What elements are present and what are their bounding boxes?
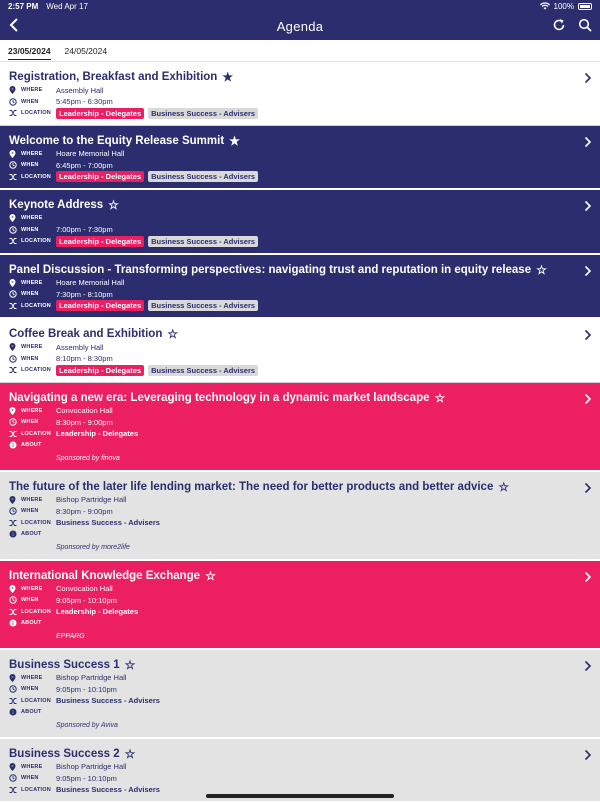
- session-card[interactable]: [0, 255, 600, 320]
- nav-bar: [0, 12, 600, 40]
- status-date: Wed Apr 17: [46, 2, 88, 11]
- session-when-row: [9, 289, 572, 300]
- session-when-row: [9, 684, 572, 695]
- session-location-row: [9, 517, 572, 528]
- session-when-row: [9, 595, 572, 606]
- search-icon[interactable]: [578, 18, 594, 34]
- field-label-when: WHEN: [21, 99, 56, 105]
- session-card[interactable]: [0, 62, 600, 126]
- field-label-location: LOCATION: [21, 367, 56, 373]
- location-pin-icon: [9, 150, 21, 158]
- session-when: 6:45pm - 7:00pm: [56, 161, 113, 170]
- session-card[interactable]: [0, 383, 600, 472]
- session-title-row: [9, 70, 572, 84]
- clock-icon: [9, 507, 21, 515]
- home-indicator: [206, 794, 394, 798]
- field-label-where: WHERE: [21, 215, 56, 221]
- field-label-location: LOCATION: [21, 787, 56, 793]
- location-pin-icon: [9, 279, 21, 287]
- field-label-when: WHEN: [21, 291, 56, 297]
- session-where-row: [9, 213, 572, 224]
- session-where-row: [9, 583, 572, 594]
- session-title-row: [9, 263, 572, 277]
- back-icon[interactable]: [8, 17, 24, 35]
- star-outline-icon[interactable]: ☆: [167, 328, 178, 340]
- session-about-row: [9, 440, 572, 451]
- session-when-row: [9, 353, 572, 364]
- session-where: Bishop Partridge Hall: [56, 673, 126, 682]
- star-outline-icon[interactable]: ☆: [498, 481, 509, 493]
- session-list: [0, 62, 600, 803]
- location-pin-icon: [9, 763, 21, 771]
- chevron-right-icon: [584, 329, 592, 341]
- session-title-row: [9, 747, 572, 761]
- session-about-text: EPPARG: [56, 633, 572, 640]
- location-pin-icon: [9, 585, 21, 593]
- shuffle-icon: [9, 173, 21, 181]
- field-label-location: LOCATION: [21, 431, 56, 437]
- session-card[interactable]: [0, 650, 600, 739]
- session-where-row: [9, 494, 572, 505]
- session-title: Coffee Break and Exhibition: [9, 327, 162, 341]
- track-tag: Business Success - Advisers: [56, 695, 160, 706]
- session-title: Keynote Address: [9, 198, 103, 212]
- field-label-where: WHERE: [21, 497, 56, 503]
- location-pin-icon: [9, 214, 21, 222]
- chevron-right-icon: [584, 660, 592, 672]
- session-title: Business Success 2: [9, 747, 120, 761]
- session-card[interactable]: [0, 561, 600, 650]
- track-tag: Business Success - Advisers: [148, 365, 258, 376]
- session-when: 8:30pm - 9:00pm: [56, 418, 113, 427]
- field-label-when: WHEN: [21, 356, 56, 362]
- session-where-row: [9, 342, 572, 353]
- star-outline-icon[interactable]: ☆: [435, 392, 446, 404]
- clock-icon: [9, 161, 21, 169]
- session-when: 9:05pm - 10:10pm: [56, 685, 117, 694]
- battery-percent: 100%: [554, 2, 574, 11]
- session-where-row: [9, 277, 572, 288]
- session-when: 9:05pm - 10:10pm: [56, 596, 117, 605]
- field-label-when: WHEN: [21, 227, 56, 233]
- field-label-location: LOCATION: [21, 238, 56, 244]
- session-where-row: [9, 85, 572, 96]
- status-bar: [0, 0, 600, 12]
- session-when: 8:10pm - 8:30pm: [56, 354, 113, 363]
- session-title-row: [9, 327, 572, 341]
- track-tag: Leadership - Delegates: [56, 300, 144, 311]
- session-where: Hoare Memorial Hall: [56, 149, 124, 158]
- star-outline-icon[interactable]: ☆: [108, 199, 119, 211]
- session-where: Convocation Hall: [56, 406, 113, 415]
- session-when-row: [9, 506, 572, 517]
- session-title: The future of the later life lending market: The need for better products and better advice: [9, 480, 493, 494]
- session-title: International Knowledge Exchange: [9, 569, 200, 583]
- chevron-right-icon: [584, 72, 592, 84]
- shuffle-icon: [9, 519, 21, 527]
- track-tag: Business Success - Advisers: [56, 784, 160, 795]
- field-label-where: WHERE: [21, 764, 56, 770]
- session-title-row: [9, 569, 572, 583]
- location-pin-icon: [9, 86, 21, 94]
- session-where: Convocation Hall: [56, 584, 113, 593]
- session-location-row: [9, 300, 572, 311]
- field-label-where: WHERE: [21, 344, 56, 350]
- session-location-row: [9, 365, 572, 376]
- session-location-row: [9, 236, 572, 247]
- shuffle-icon: [9, 237, 21, 245]
- field-label-when: WHEN: [21, 775, 56, 781]
- session-where: Hoare Memorial Hall: [56, 278, 124, 287]
- session-when: 7:00pm - 7:30pm: [56, 225, 113, 234]
- field-label-where: WHERE: [21, 675, 56, 681]
- session-when-row: [9, 96, 572, 107]
- star-outline-icon[interactable]: ☆: [125, 659, 136, 671]
- track-tag: Business Success - Advisers: [148, 108, 258, 119]
- session-location-row: [9, 695, 572, 706]
- wifi-icon: [540, 2, 550, 10]
- session-when: 7:30pm - 8:10pm: [56, 290, 113, 299]
- field-label-location: LOCATION: [21, 520, 56, 526]
- star-filled-icon[interactable]: ★: [229, 135, 240, 147]
- session-where-row: [9, 672, 572, 683]
- field-label-where: WHERE: [21, 87, 56, 93]
- tab-date-23-05-2024[interactable]: 23/05/2024: [8, 42, 51, 60]
- clock-icon: [9, 98, 21, 106]
- page-title: Agenda: [0, 19, 600, 34]
- shuffle-icon: [9, 430, 21, 438]
- refresh-icon[interactable]: [552, 18, 568, 34]
- location-pin-icon: [9, 674, 21, 682]
- info-icon: [9, 619, 21, 627]
- chevron-right-icon: [584, 200, 592, 212]
- session-title-row: [9, 480, 572, 494]
- session-title: Registration, Breakfast and Exhibition: [9, 70, 217, 84]
- track-tag: Business Success - Advisers: [56, 517, 160, 528]
- session-title-row: [9, 658, 572, 672]
- field-label-about: ABOUT: [21, 531, 56, 537]
- track-tag: Leadership - Delegates: [56, 236, 144, 247]
- session-about-text: Sponsored by Aviva: [56, 722, 572, 729]
- field-label-about: ABOUT: [21, 709, 56, 715]
- session-when-row: [9, 417, 572, 428]
- chevron-right-icon: [584, 482, 592, 494]
- session-when: 8:30pm - 9:00pm: [56, 507, 113, 516]
- info-icon: [9, 708, 21, 716]
- field-label-about: ABOUT: [21, 620, 56, 626]
- tab-date-24-05-2024[interactable]: 24/05/2024: [65, 42, 108, 59]
- session-location-row: [9, 428, 572, 439]
- field-label-when: WHEN: [21, 508, 56, 514]
- shuffle-icon: [9, 608, 21, 616]
- session-when-row: [9, 224, 572, 235]
- star-outline-icon[interactable]: ☆: [536, 264, 547, 276]
- session-about-text: Sponsored by finova: [56, 455, 572, 462]
- track-tag: Leadership - Delegates: [56, 428, 138, 439]
- session-title: Welcome to the Equity Release Summit: [9, 134, 224, 148]
- session-card[interactable]: [0, 126, 600, 191]
- chevron-right-icon: [584, 749, 592, 761]
- session-title-row: [9, 134, 572, 148]
- clock-icon: [9, 774, 21, 782]
- field-label-where: WHERE: [21, 151, 56, 157]
- date-tabs: [0, 40, 600, 62]
- field-label-where: WHERE: [21, 280, 56, 286]
- session-location-row: [9, 108, 572, 119]
- session-when: 9:05pm - 10:10pm: [56, 774, 117, 783]
- field-label-where: WHERE: [21, 586, 56, 592]
- clock-icon: [9, 355, 21, 363]
- field-label-location: LOCATION: [21, 698, 56, 704]
- session-title: Panel Discussion - Transforming perspectives: navigating trust and reputation in equity release: [9, 263, 531, 277]
- location-pin-icon: [9, 407, 21, 415]
- shuffle-icon: [9, 302, 21, 310]
- shuffle-icon: [9, 697, 21, 705]
- shuffle-icon: [9, 109, 21, 117]
- star-filled-icon[interactable]: ★: [222, 71, 233, 83]
- track-tag: Leadership - Delegates: [56, 171, 144, 182]
- status-time: 2:57 PM: [8, 2, 38, 11]
- session-where: Assembly Hall: [56, 343, 104, 352]
- clock-icon: [9, 685, 21, 693]
- field-label-when: WHEN: [21, 597, 56, 603]
- session-title-row: [9, 198, 572, 212]
- session-where-row: [9, 405, 572, 416]
- session-about-row: [9, 618, 572, 629]
- session-location-row: [9, 606, 572, 617]
- field-label-about: ABOUT: [21, 442, 56, 448]
- chevron-right-icon: [584, 265, 592, 277]
- chevron-right-icon: [584, 393, 592, 405]
- field-label-location: LOCATION: [21, 110, 56, 116]
- session-when-row: [9, 160, 572, 171]
- session-location-row: [9, 171, 572, 182]
- clock-icon: [9, 596, 21, 604]
- track-tag: Leadership - Delegates: [56, 365, 144, 376]
- shuffle-icon: [9, 786, 21, 794]
- session-where: Bishop Partridge Hall: [56, 762, 126, 771]
- clock-icon: [9, 290, 21, 298]
- session-card[interactable]: [0, 472, 600, 561]
- info-icon: [9, 530, 21, 538]
- field-label-location: LOCATION: [21, 303, 56, 309]
- field-label-where: WHERE: [21, 408, 56, 414]
- star-outline-icon[interactable]: ☆: [125, 748, 136, 760]
- session-about-text: Sponsored by more2life: [56, 544, 572, 551]
- field-label-location: LOCATION: [21, 609, 56, 615]
- location-pin-icon: [9, 343, 21, 351]
- track-tag: Leadership - Delegates: [56, 108, 144, 119]
- track-tag: Business Success - Advisers: [148, 300, 258, 311]
- session-card[interactable]: [0, 190, 600, 255]
- session-title-row: [9, 391, 572, 405]
- track-tag: Business Success - Advisers: [148, 236, 258, 247]
- shuffle-icon: [9, 366, 21, 374]
- session-about-row: [9, 707, 572, 718]
- chevron-right-icon: [584, 136, 592, 148]
- star-outline-icon[interactable]: ☆: [205, 570, 216, 582]
- field-label-when: WHEN: [21, 686, 56, 692]
- session-title: Business Success 1: [9, 658, 120, 672]
- field-label-when: WHEN: [21, 419, 56, 425]
- session-where-row: [9, 148, 572, 159]
- location-pin-icon: [9, 496, 21, 504]
- session-when: 5:45pm - 6:30pm: [56, 97, 113, 106]
- session-about-row: [9, 529, 572, 540]
- info-icon: [9, 441, 21, 449]
- track-tag: Business Success - Advisers: [148, 171, 258, 182]
- session-where: Assembly Hall: [56, 86, 104, 95]
- session-title: Navigating a new era: Leveraging technology in a dynamic market landscape: [9, 391, 430, 405]
- session-card[interactable]: [0, 319, 600, 383]
- session-when-row: [9, 773, 572, 784]
- session-where-row: [9, 761, 572, 772]
- field-label-location: LOCATION: [21, 174, 56, 180]
- track-tag: Leadership - Delegates: [56, 606, 138, 617]
- chevron-right-icon: [584, 571, 592, 583]
- field-label-when: WHEN: [21, 162, 56, 168]
- clock-icon: [9, 226, 21, 234]
- battery-icon: [578, 3, 592, 10]
- session-where: Bishop Partridge Hall: [56, 495, 126, 504]
- clock-icon: [9, 418, 21, 426]
